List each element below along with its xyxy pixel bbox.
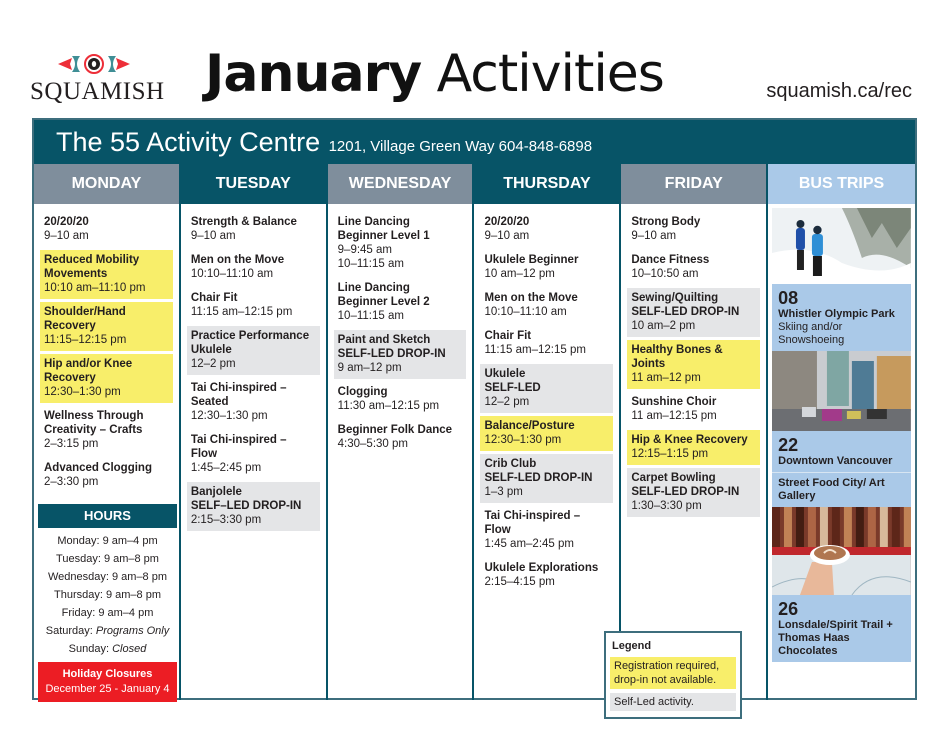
- title-month: January: [205, 44, 422, 104]
- activity-time: 2:15–4:15 pm: [484, 576, 555, 588]
- activity-title: Shoulder/Hand Recovery: [44, 306, 126, 332]
- activity-time: 10:10–11:10 am: [190, 268, 274, 280]
- events-list: [328, 204, 473, 455]
- activity-time: 9–10 am: [190, 230, 236, 242]
- activity-time: 10:10–11:10 am: [484, 306, 567, 318]
- activity-title: Practice Performance Ukulele: [190, 330, 310, 356]
- trip-date: 22: [778, 435, 799, 455]
- hours-row: [38, 604, 177, 622]
- events-list: [34, 204, 179, 493]
- hours-value: 9 am–8 pm: [105, 589, 161, 601]
- activity-item: [187, 212, 320, 247]
- activity-title: Tai Chi-inspired – Flow: [484, 510, 581, 536]
- trip-date: 08: [778, 288, 799, 308]
- activity-title: Tai Chi-inspired – Seated: [190, 382, 287, 408]
- hours-day: Sunday:: [68, 643, 110, 655]
- trip-detail: Skiing and/or Snowshoeing: [778, 321, 845, 346]
- activity-item: [334, 382, 467, 417]
- activity-title: Sewing/Quilting: [631, 292, 719, 304]
- snowshoeing-photo: [772, 208, 911, 284]
- activity-item: [480, 506, 613, 555]
- day-column-tuesday: [181, 164, 328, 700]
- activity-item: [627, 250, 760, 285]
- holiday-dates: December 25 - January 4: [45, 683, 170, 695]
- bus-trip-item: [772, 284, 911, 351]
- activity-time: 2:15–3:30 pm: [190, 514, 262, 526]
- hours-row: [38, 568, 177, 586]
- activity-item: [627, 392, 760, 427]
- events-list: [621, 204, 766, 517]
- trip-place: Lonsdale/Spirit Trail + Thomas Haas Chocolates: [778, 619, 893, 657]
- activity-time: 10–11:15 am: [337, 310, 404, 322]
- day-header: FRIDAY: [621, 164, 766, 204]
- activity-time: 11:15 am–12:15 pm: [190, 306, 293, 318]
- activity-item: [627, 288, 760, 337]
- day-column-thursday: [474, 164, 621, 700]
- hours-row: [38, 622, 177, 640]
- activity-title: Ukulele: [484, 368, 526, 380]
- hours-panel: [38, 504, 177, 702]
- activity-time: 9–10 am: [484, 230, 530, 242]
- activity-title: Balance/Posture: [484, 420, 575, 432]
- day-header: THURSDAY: [474, 164, 619, 204]
- activity-subtitle: SELF-LED DROP-IN: [337, 348, 446, 360]
- bus-trips-column: [768, 164, 915, 700]
- hours-value: 9 am–8 pm: [103, 553, 159, 565]
- legend-title: Legend: [612, 640, 652, 652]
- activity-time: 12:30–1:30 pm: [484, 434, 562, 446]
- activity-title: Hip and/or Knee Recovery: [44, 358, 133, 384]
- activity-item: [480, 454, 613, 503]
- activity-title: Paint and Sketch: [337, 334, 431, 346]
- hours-row: [38, 532, 177, 550]
- hours-value: 9 am–4 pm: [98, 607, 154, 619]
- schedule-frame: [32, 118, 917, 700]
- activity-time: 11:15 am–12:15 pm: [484, 344, 586, 356]
- activity-time: 11 am–12:15 pm: [631, 410, 717, 422]
- activity-item: [334, 278, 467, 327]
- bus-trips-header: BUS TRIPS: [768, 164, 915, 204]
- events-list: [181, 204, 326, 531]
- trip-place: Whistler Olympic Park: [778, 308, 895, 320]
- activity-time: 12–2 pm: [484, 396, 530, 408]
- hours-rows: [38, 532, 177, 658]
- hours-day: Friday:: [61, 607, 96, 619]
- activity-subtitle: SELF–LED DROP-IN: [190, 500, 302, 512]
- hours-title: HOURS: [38, 504, 177, 528]
- activity-item: [334, 212, 467, 275]
- eye-logo-icon: [58, 52, 130, 76]
- activity-time: 9–10 am: [44, 230, 89, 242]
- activity-title: Carpet Bowling: [631, 472, 716, 484]
- activity-time: 12:30–1:30 pm: [44, 386, 121, 398]
- activity-item: [334, 330, 467, 379]
- centre-address: 1201, Village Green Way 604-848-6898: [328, 138, 593, 155]
- hours-value: 9 am–8 pm: [111, 571, 168, 583]
- hours-day: Saturday:: [45, 625, 93, 637]
- activity-time: 2–3:15 pm: [44, 438, 99, 450]
- logo-text: SQUAMISH: [30, 78, 165, 105]
- hours-day: Tuesday:: [56, 553, 101, 565]
- schedule-columns: [34, 164, 915, 700]
- activity-item: [40, 354, 173, 403]
- activity-item: [187, 326, 320, 375]
- activity-title: Strong Body: [631, 216, 701, 228]
- activity-item: [480, 212, 613, 247]
- bus-trip-item: [772, 595, 911, 662]
- hours-day: Monday:: [57, 535, 100, 547]
- activity-subtitle: SELF-LED DROP-IN: [631, 486, 740, 498]
- activity-title: Clogging: [337, 386, 388, 398]
- activity-item: [627, 212, 760, 247]
- day-column-wednesday: [328, 164, 475, 700]
- activity-item: [480, 364, 613, 413]
- hours-row: [38, 550, 177, 568]
- day-header: TUESDAY: [181, 164, 326, 204]
- activity-title: Ukulele Beginner: [484, 254, 579, 266]
- activity-item: [627, 468, 760, 517]
- activity-item: [187, 250, 320, 285]
- activity-title: Wellness Through Creativity – Crafts: [44, 410, 144, 436]
- activity-item: [334, 420, 467, 455]
- activity-title: 20/20/20: [44, 216, 89, 228]
- activity-title: Beginner Folk Dance: [337, 424, 453, 436]
- day-header: MONDAY: [34, 164, 179, 204]
- activity-time: 9–10 am: [631, 230, 677, 242]
- activity-time: 1:45–2:45 pm: [190, 462, 262, 474]
- day-column-friday: [621, 164, 768, 700]
- activity-time: 12:30–1:30 pm: [190, 410, 268, 422]
- holiday-title: Holiday Closures: [62, 668, 153, 680]
- legend-self-led: Self-Led activity.: [610, 693, 736, 711]
- activity-subtitle: SELF-LED DROP-IN: [631, 306, 740, 318]
- activity-title: Men on the Move: [484, 292, 578, 304]
- day-column-monday: [34, 164, 181, 700]
- activity-time: 11:30 am–12:15 pm: [337, 400, 440, 412]
- activity-title: Hip & Knee Recovery: [631, 434, 748, 446]
- activity-time: 9 am–12 pm: [337, 362, 402, 374]
- hours-day: Thursday:: [53, 589, 103, 601]
- centre-name: The 55 Activity Centre: [56, 127, 321, 157]
- hours-day: Wednesday:: [47, 571, 109, 583]
- activity-item: [480, 250, 613, 285]
- activity-title: Strength & Balance: [190, 216, 297, 228]
- legend-box: [604, 631, 742, 719]
- activity-title: Dance Fitness: [631, 254, 710, 266]
- activity-item: [40, 250, 173, 299]
- activity-item: [40, 212, 173, 247]
- activity-time: 10 am–12 pm: [484, 268, 555, 280]
- activity-item: [480, 288, 613, 323]
- activity-title: Crib Club: [484, 458, 537, 470]
- legend-registration-required: Registration required, drop-in not available.: [610, 657, 736, 689]
- trip-detail: Street Food City/ Art Gallery: [772, 472, 911, 507]
- hours-row: [38, 640, 177, 658]
- bus-trip-item: [772, 431, 911, 472]
- activity-time: 1:30–3:30 pm: [631, 500, 702, 512]
- activity-item: [40, 406, 173, 455]
- day-header: WEDNESDAY: [328, 164, 473, 204]
- events-list: [474, 204, 619, 593]
- activity-time: 1–3 pm: [484, 486, 523, 498]
- activity-title: Healthy Bones & Joints: [631, 344, 723, 370]
- title-word: Activities: [436, 44, 664, 104]
- squamish-logo: [30, 52, 165, 108]
- activity-item: [187, 482, 320, 531]
- bus-trips-list: [768, 204, 915, 662]
- downtown-street-photo: [772, 351, 911, 431]
- activity-title: Chair Fit: [190, 292, 238, 304]
- activity-time: 1:45 am–2:45 pm: [484, 538, 574, 550]
- activity-item: [40, 302, 173, 351]
- hours-value: 9 am–4 pm: [102, 535, 158, 547]
- activity-time: 11:15–12:15 pm: [44, 334, 127, 346]
- hours-value: Closed: [112, 643, 147, 655]
- activity-title: Line Dancing Beginner Level 1: [337, 216, 430, 242]
- activity-title: 20/20/20: [484, 216, 530, 228]
- page-title: [205, 44, 664, 104]
- activity-title: Tai Chi-inspired – Flow: [190, 434, 287, 460]
- activity-item: [187, 378, 320, 427]
- activity-item: [627, 340, 760, 389]
- activity-item: [627, 430, 760, 465]
- activity-item: [480, 416, 613, 451]
- hours-row: [38, 586, 177, 604]
- activity-title: Sunshine Choir: [631, 396, 717, 408]
- activity-time: 12–2 pm: [190, 358, 236, 370]
- activity-title: Reduced Mobility Movements: [44, 254, 140, 280]
- centre-banner: [34, 120, 915, 164]
- activity-time: 10–11:15 am: [337, 258, 404, 270]
- trip-date: 26: [778, 599, 799, 619]
- activity-title: Advanced Clogging: [44, 462, 152, 474]
- activity-item: [480, 326, 613, 361]
- hours-value: Programs Only: [95, 625, 170, 637]
- holiday-closures: [38, 662, 177, 702]
- activity-time: 4:30–5:30 pm: [337, 438, 408, 450]
- activity-item: [187, 288, 320, 323]
- activity-time: 10 am–2 pm: [631, 320, 696, 332]
- activity-time: 10–10:50 am: [631, 268, 699, 280]
- activity-item: [480, 558, 613, 593]
- page-header: [0, 0, 950, 118]
- activity-title: Banjolele: [190, 486, 242, 498]
- activity-title: Men on the Move: [190, 254, 285, 266]
- activity-subtitle: SELF-LED: [484, 382, 541, 394]
- activity-time: 10:10 am–11:10 pm: [44, 282, 146, 294]
- chocolate-coffee-photo: [772, 507, 911, 595]
- activity-item: [187, 430, 320, 479]
- activity-subtitle: SELF-LED DROP-IN: [484, 472, 593, 484]
- activity-item: [40, 458, 173, 493]
- trip-place: Downtown Vancouver: [778, 455, 893, 467]
- activity-time: 9–9:45 am: [337, 244, 393, 256]
- activity-title: Ukulele Explorations: [484, 562, 599, 574]
- activity-title: Chair Fit: [484, 330, 532, 342]
- website-url[interactable]: squamish.ca/rec: [766, 80, 912, 102]
- activity-time: 2–3:30 pm: [44, 476, 99, 488]
- activity-title: Line Dancing Beginner Level 2: [337, 282, 430, 308]
- activity-time: 11 am–12 pm: [631, 372, 701, 384]
- activity-time: 12:15–1:15 pm: [631, 448, 709, 460]
